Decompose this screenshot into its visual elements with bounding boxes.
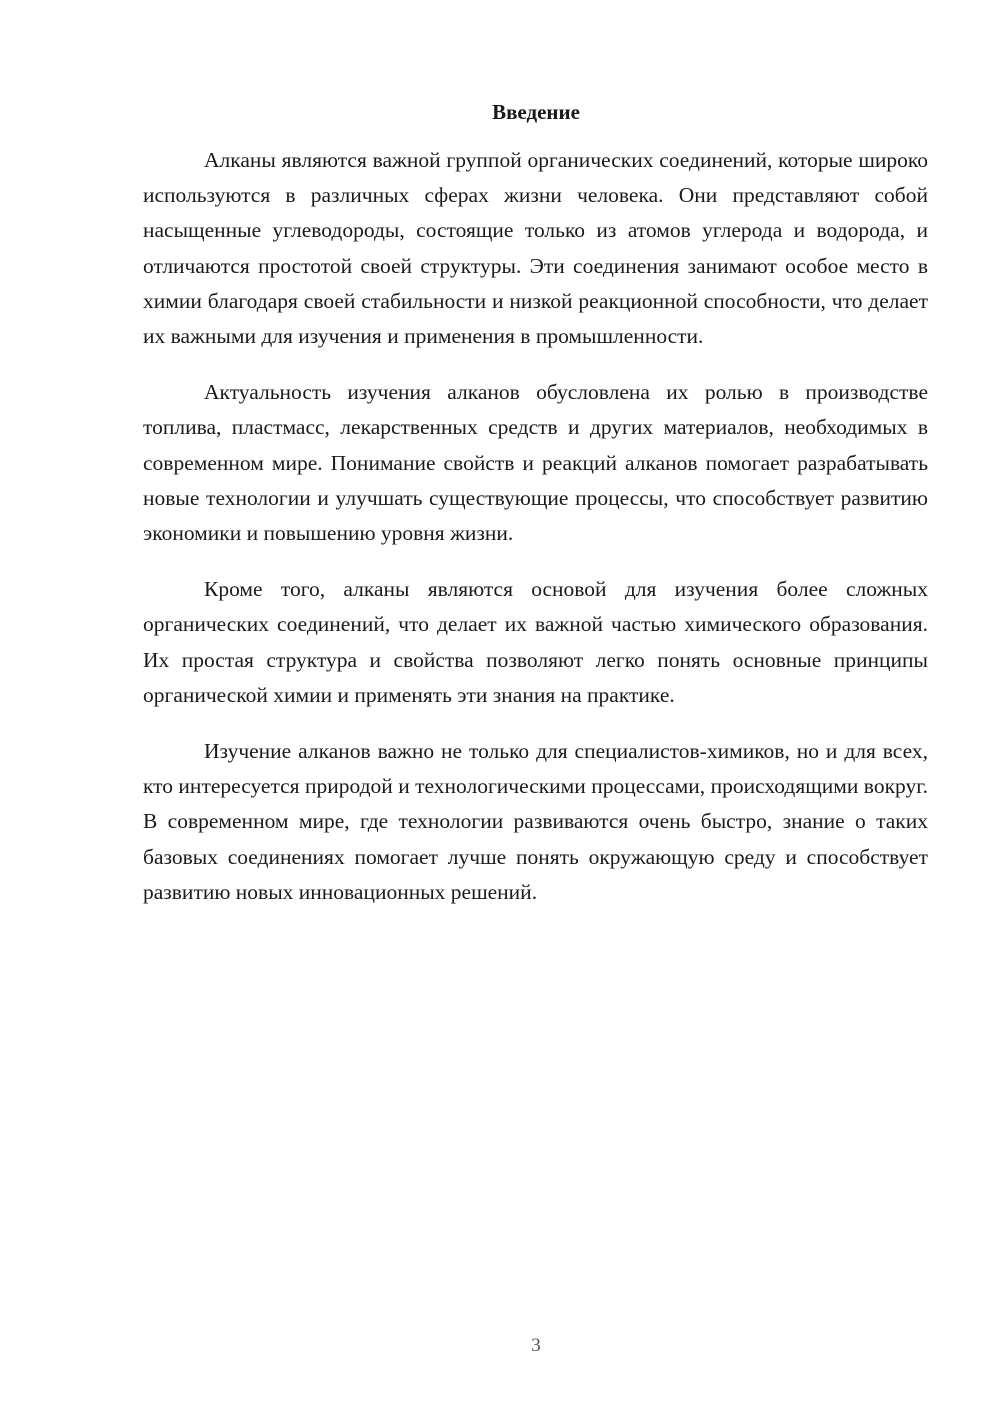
paragraph-2: Актуальность изучения алканов обусловлена их ролью в производстве топлива, пластмасс, лекарственных средств и других материалов, необходимых в современном мире. Понимание свойств и реакций алканов помогает разрабатывать новые технологии и улучшать существующие процессы, что способствует развитию экономики и повышению уровня жизни.	[143, 380, 928, 546]
body-text	[143, 143, 928, 931]
paragraph-4: Изучение алканов важно не только для специалистов-химиков, но и для всех, кто интересуется природой и технологическими процессами, происходящими вокруг. В современном мире, где технологии развиваются очень быстро, знание о таких базовых соединениях помогает лучше понять окружающую среду и способствует развитию новых инновационных решений.	[143, 739, 928, 904]
page-number: 3	[531, 1335, 541, 1356]
section-title: Введение	[492, 100, 580, 124]
paragraph-1: Алканы являются важной группой органических соединений, которые широко используются в различных сферах жизни человека. Они представляют собой насыщенные углеводороды, состоящие только из атомов углерода и водорода, и отличаются простотой своей структуры. Эти соединения занимают особое место в химии благодаря своей стабильности и низкой реакционной способности, что делает их важными для изучения и применения в промышленности.	[143, 148, 928, 349]
paragraph-3: Кроме того, алканы являются основой для изучения более сложных органических соединений, что делает их важной частью химического образования. Их простая структура и свойства позволяют легко понять основные принципы органической химии и применять эти знания на практике.	[143, 577, 928, 707]
